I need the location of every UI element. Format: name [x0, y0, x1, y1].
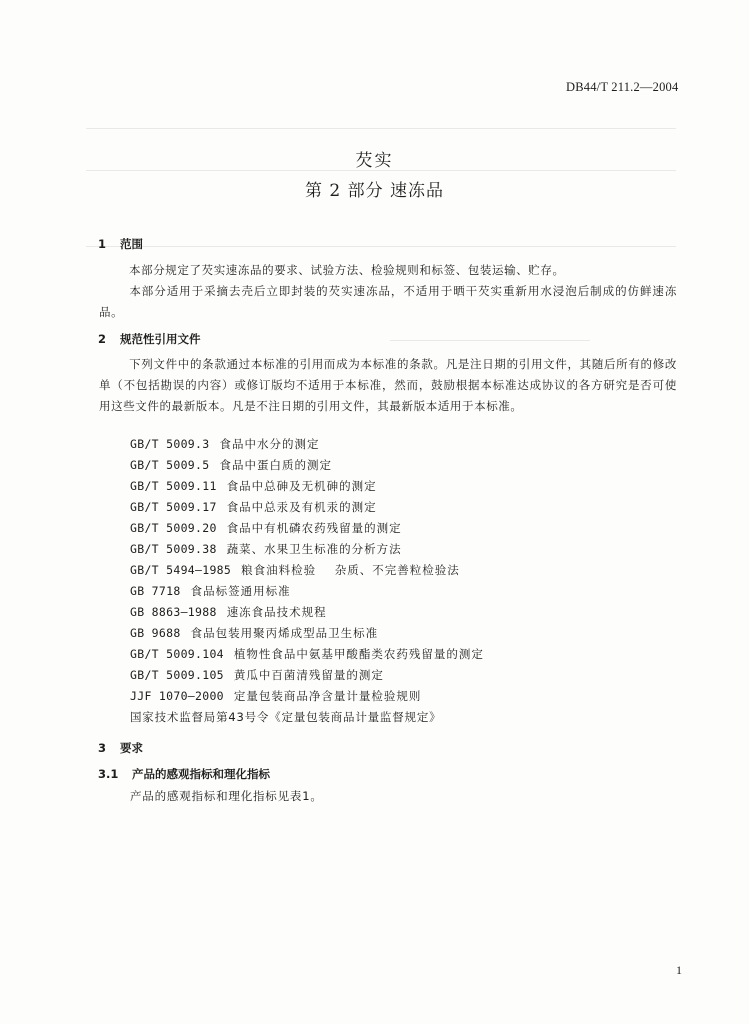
paragraph-text: 本部分适用于采摘去壳后立即封装的芡实速冻品，不适用于晒干芡实重新用水浸泡后制成的仿鲜速冻品。	[99, 284, 677, 319]
reference-item	[130, 478, 377, 494]
reference-code: GB/T 5009.17	[130, 500, 217, 514]
reference-item	[130, 562, 460, 578]
subsection-number: 3.1	[98, 767, 119, 781]
reference-item-decree: 国家技术监督局第43号令《定量包装商品计量监督规定》	[130, 710, 442, 724]
reference-title: 食品中蛋白质的测定	[219, 458, 332, 472]
reference-code: GB/T 5494—1985	[130, 563, 232, 577]
reference-code: GB 7718	[130, 584, 181, 598]
section-number: 2	[98, 332, 107, 346]
reference-code: GB/T 5009.38	[130, 542, 217, 556]
document-title: 芡实	[355, 151, 394, 171]
section-1-paragraph-1	[99, 260, 677, 281]
reference-item	[130, 457, 332, 473]
section-title: 范围	[120, 237, 143, 251]
reference-code: GB/T 5009.11	[130, 479, 217, 493]
reference-title: 食品包装用聚丙烯成型品卫生标准	[190, 626, 379, 640]
reference-title: 食品中总砷及无机砷的测定	[226, 479, 377, 493]
reference-code: GB 9688	[130, 626, 181, 640]
reference-item	[130, 625, 378, 641]
reference-code: GB 8863—1988	[130, 605, 217, 619]
paragraph-text: 本部分规定了芡实速冻品的要求、试验方法、检验规则和标签、包装运输、贮存。	[129, 263, 565, 277]
section-3-heading	[98, 740, 143, 756]
reference-title: 食品中总汞及有机汞的测定	[226, 500, 377, 514]
reference-title: 食品标签通用标准	[190, 584, 291, 598]
reference-item	[130, 436, 319, 452]
bleed-through-rule	[390, 340, 590, 341]
section-number: 3	[98, 741, 107, 755]
bleed-through-rule	[86, 128, 676, 129]
reference-item	[130, 583, 291, 599]
subsection-3-1-text: 产品的感观指标和理化指标见表1。	[130, 789, 323, 803]
reference-title: 速冻食品技术规程	[226, 605, 327, 619]
reference-title: 食品中水分的测定	[219, 437, 320, 451]
reference-title: 粮食油料检验 杂质、不完善粒检验法	[241, 563, 460, 577]
section-title: 规范性引用文件	[120, 332, 201, 346]
reference-title: 蔬菜、水果卫生标准的分析方法	[226, 542, 402, 556]
section-2-heading	[98, 331, 201, 347]
reference-item	[130, 688, 421, 704]
reference-title: 定量包装商品净含量计量检验规则	[233, 689, 422, 703]
reference-code: JJF 1070—2000	[130, 689, 224, 703]
document-subtitle: 第 2 部分 速冻品	[304, 181, 445, 201]
reference-code: GB/T 5009.20	[130, 521, 217, 535]
reference-title: 植物性食品中氨基甲酸酯类农药残留量的测定	[233, 647, 484, 661]
reference-code: GB/T 5009.105	[130, 668, 224, 682]
reference-item	[130, 646, 484, 662]
page-number: 1	[676, 963, 682, 977]
reference-title: 黄瓜中百菌清残留量的测定	[233, 668, 384, 682]
reference-code: GB/T 5009.104	[130, 647, 224, 661]
reference-item	[130, 667, 384, 683]
reference-item	[130, 541, 402, 557]
section-2-intro	[99, 354, 677, 417]
reference-item	[130, 499, 377, 515]
section-title: 要求	[120, 741, 143, 755]
reference-code: GB/T 5009.3	[130, 437, 210, 451]
section-number: 1	[98, 237, 107, 251]
document-code: DB44/T 211.2—2004	[566, 80, 679, 94]
paragraph-text: 下列文件中的条款通过本标准的引用而成为本标准的条款。凡是注日期的引用文件，其随后所有的修改单（不包括勘误的内容）或修订版均不适用于本标准，然而，鼓励根据本标准达成协议的各方研究是否可使用这些文件的最新版本。凡是不注日期的引用文件，其最新版本适用于本标准。	[99, 357, 677, 413]
reference-item	[130, 604, 327, 620]
reference-item	[130, 520, 402, 536]
section-1-heading	[98, 236, 143, 252]
subsection-3-1-heading	[98, 766, 270, 782]
section-1-paragraph-2	[99, 281, 677, 323]
reference-code: GB/T 5009.5	[130, 458, 210, 472]
bleed-through-rule	[86, 246, 676, 247]
reference-title: 食品中有机磷农药残留量的测定	[226, 521, 402, 535]
subsection-title: 产品的感观指标和理化指标	[132, 767, 270, 781]
